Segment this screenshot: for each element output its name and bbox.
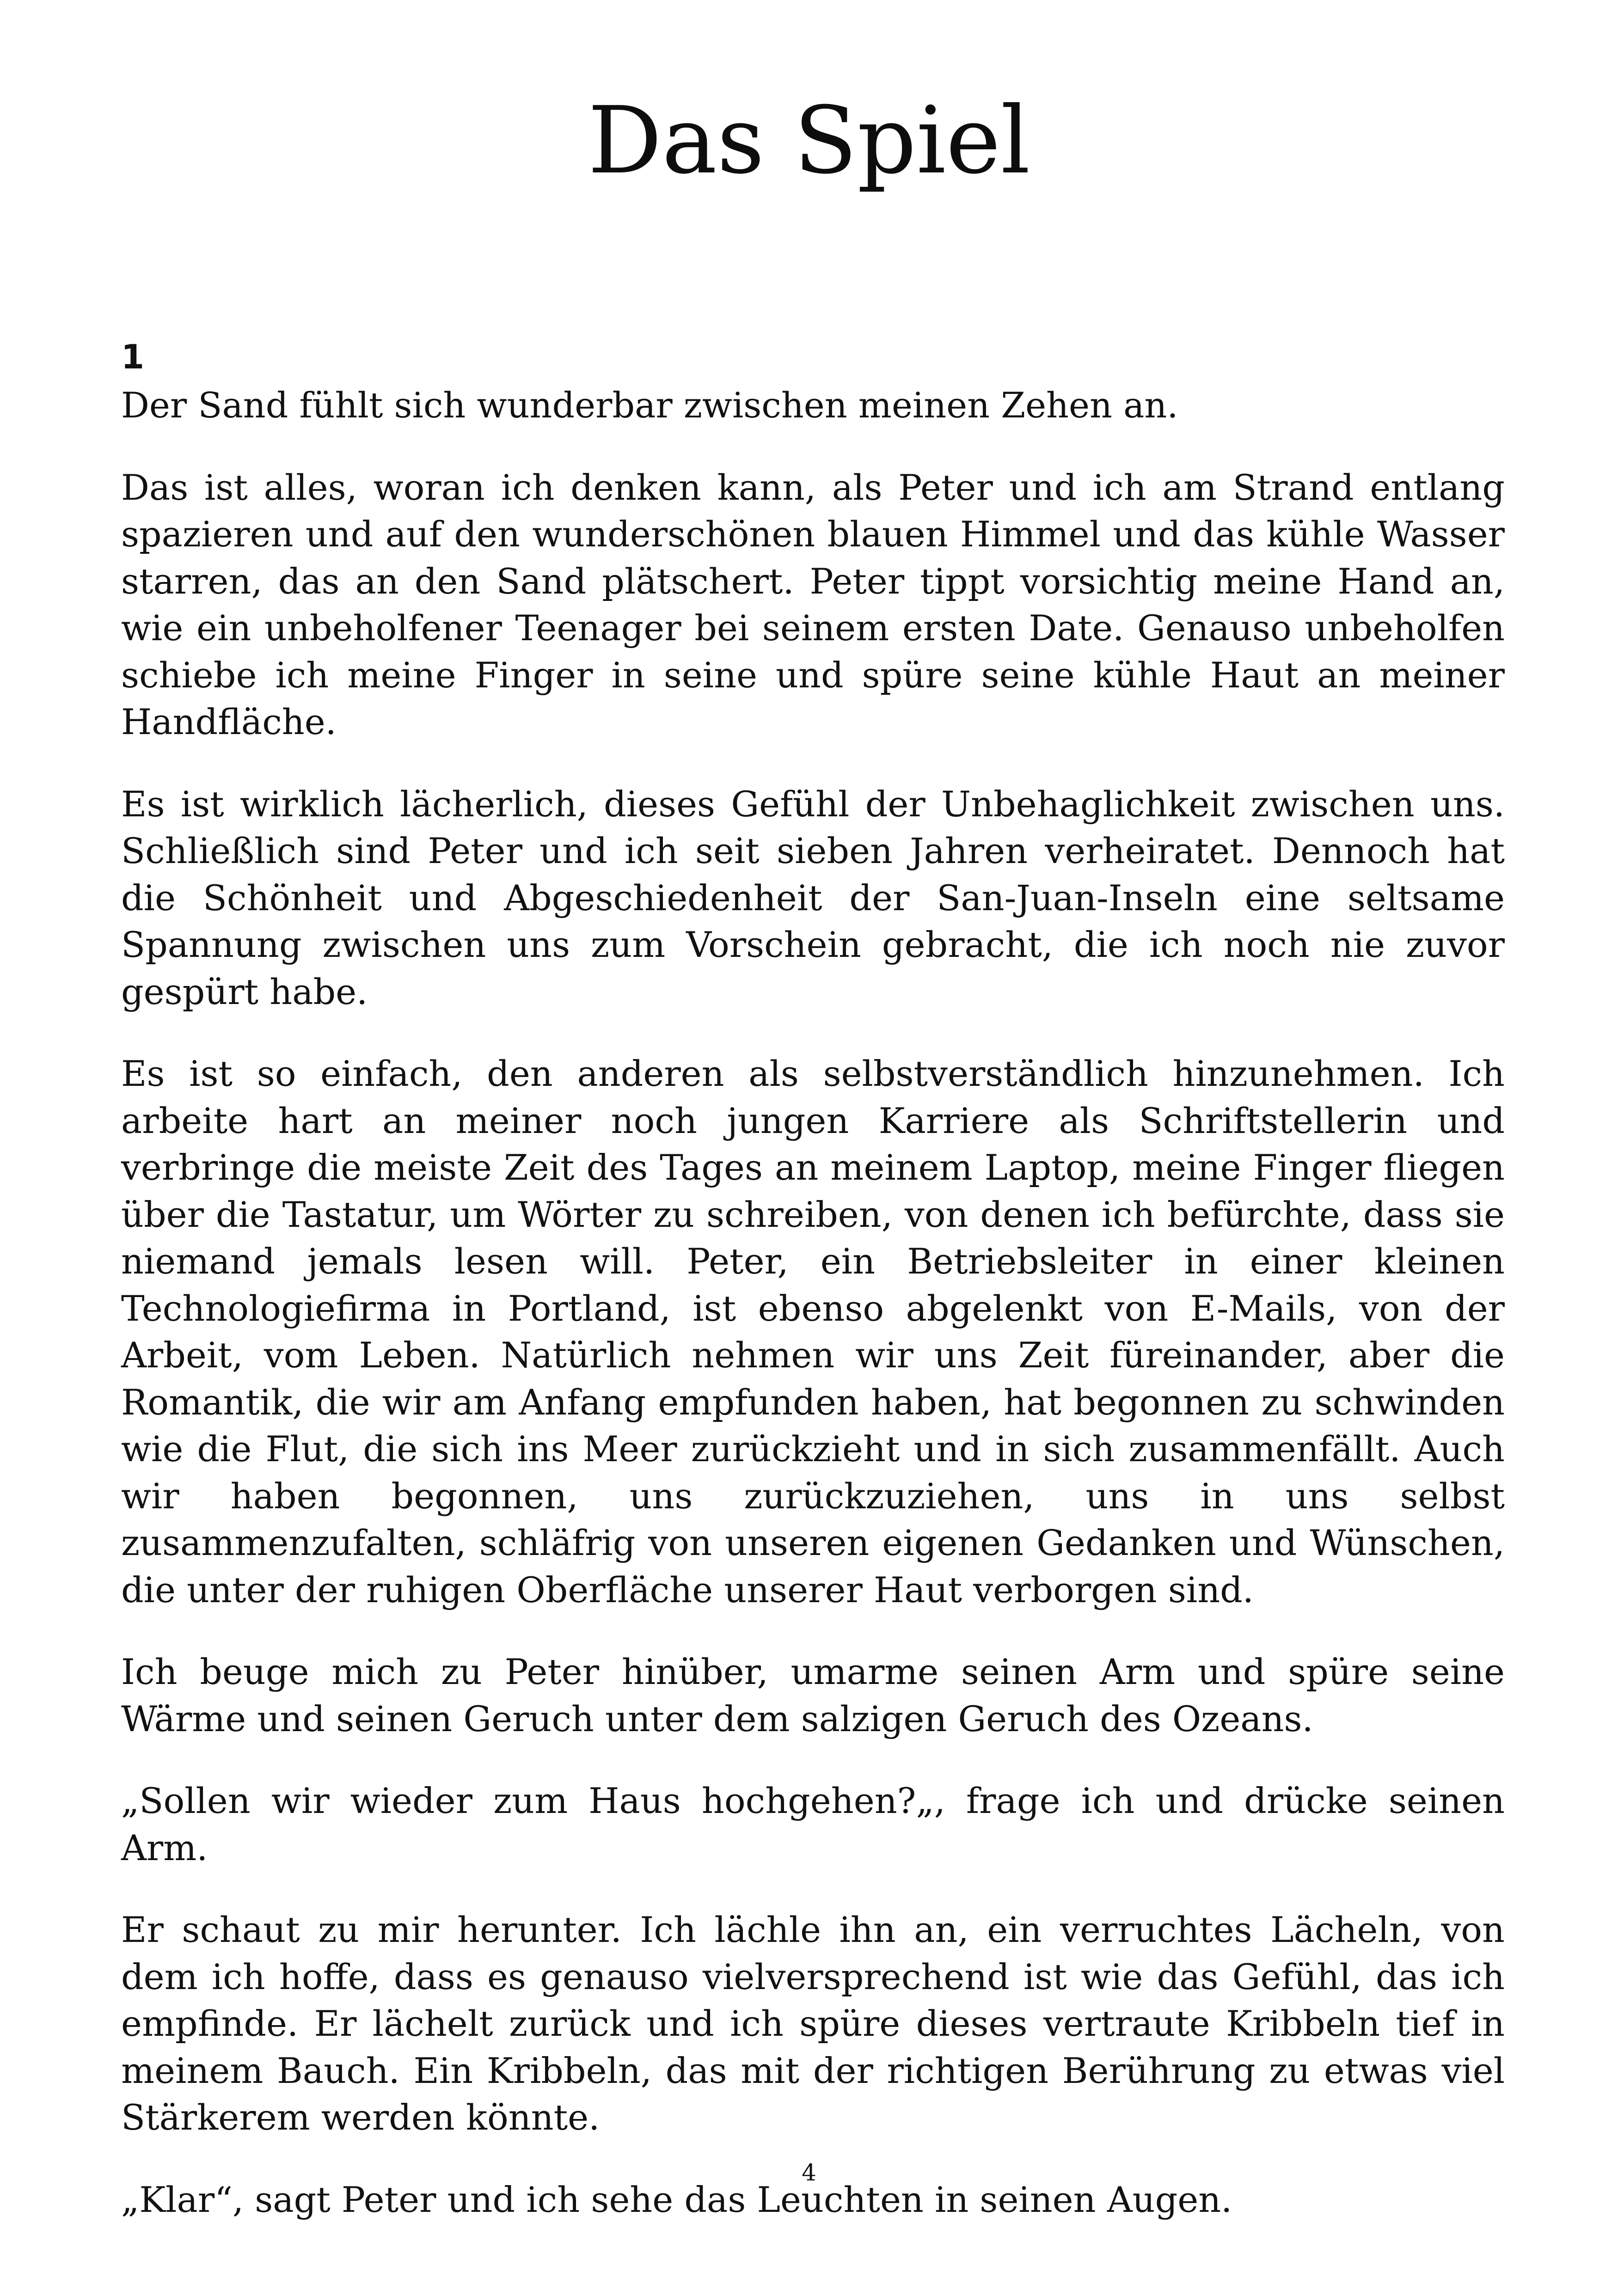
paragraph: Es ist so einfach, den anderen als selbstverständlich hinzunehmen. Ich arbeite hart an meiner noch jungen Karriere als Schriftstellerin und verbringe die meiste Zeit des Tages an meinem Laptop, meine Finger fliegen über die Tastatur, um Wörter zu schreiben, von denen ich befürchte, dass sie niemand jemals lesen will. Peter, ein Betriebsleiter in einer kleinen Technologiefirma in Portland, ist ebenso abgelenkt von E-Mails, von der Arbeit, vom Leben. Natürlich nehmen wir uns Zeit füreinander, aber die Romantik, die wir am Anfang empfunden haben, hat begonnen zu schwinden wie die Flut, die sich ins Meer zurückzieht und in sich zusammenfällt. Auch wir haben begonnen, uns zurückzuziehen, uns in uns selbst zusammenzufalten, schläfrig von unseren eigenen Gedanken und Wünschen, die unter der ruhigen Oberfläche unserer Haut verborgen sind. [121, 1053, 1505, 1610]
paragraph: Der Sand fühlt sich wunderbar zwischen meinen Zehen an. [121, 385, 1178, 426]
chapter-number: 1 [121, 337, 145, 376]
page-number: 4 [802, 2159, 816, 2186]
paragraph: Das ist alles, woran ich denken kann, als Peter und ich am Strand entlang spazieren und auf den wunderschönen blauen Himmel und das kühle Wasser starren, das an den Sand plätschert. Peter tippt vorsichtig meine Hand an, wie ein unbeholfener Teenager bei seinem ersten Date. Genauso unbeholfen schiebe ich meine Finger in seine und spüre seine kühle Haut an meiner Handfläche. [121, 466, 1505, 742]
paragraph: Ich beuge mich zu Peter hinüber, umarme seinen Arm und spüre seine Wärme und seinen Geruch unter dem salzigen Geruch des Ozeans. [121, 1651, 1505, 1739]
document-title: Das Spiel [588, 87, 1030, 195]
paragraph: „Sollen wir wieder zum Haus hochgehen?„, frage ich und drücke seinen Arm. [121, 1780, 1505, 1868]
paragraph: „Klar“, sagt Peter und ich sehe das Leuchten in seinen Augen. [121, 2179, 1232, 2220]
chapter-body [121, 382, 1505, 2258]
paragraph: Er schaut zu mir herunter. Ich lächle ihn an, ein verruchtes Lächeln, von dem ich hoffe, dass es genauso vielversprechend ist wie das Gefühl, das ich empfinde. Er lächelt zurück und ich spüre dieses vertraute Kribbeln tief in meinem Bauch. Ein Kribbeln, das mit der richtigen Berührung zu etwas viel Stärkerem werden könnte. [121, 1909, 1505, 2138]
paragraph: Es ist wirklich lächerlich, dieses Gefühl der Unbehaglichkeit zwischen uns. Schließlich sind Peter und ich seit sieben Jahren verheiratet. Dennoch hat die Schönheit und Abgeschiedenheit der San-Juan-Inseln eine seltsame Spannung zwischen uns zum Vorschein gebracht, die ich noch nie zuvor gespürt habe. [121, 783, 1505, 1012]
